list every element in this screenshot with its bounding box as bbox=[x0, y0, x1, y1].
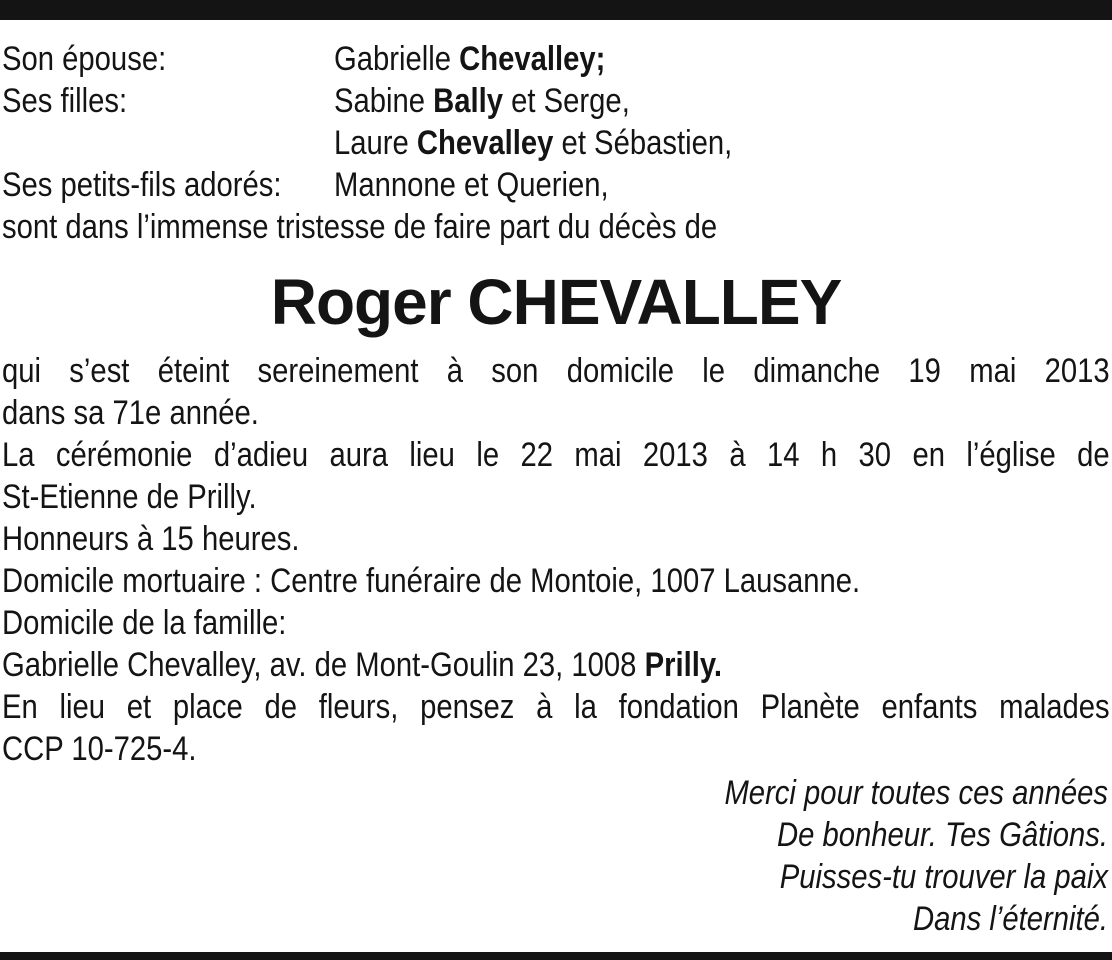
details-line-5: Honneurs à 15 heures. bbox=[2, 520, 300, 558]
details-line-1: qui s’est éteint sereinement à son domicile le dimanche 19 mai 2013 bbox=[2, 352, 1110, 390]
poem-line-4: Dans l’éternité. bbox=[912, 900, 1108, 938]
spouse-name: Gabrielle Chevalley; bbox=[333, 40, 606, 78]
family-section bbox=[2, 38, 1108, 248]
daughters-row bbox=[2, 80, 1108, 122]
poem-line-2: De bonheur. Tes Gâtions. bbox=[776, 816, 1108, 854]
announcement: sont dans l’immense tristesse de faire part du décès de bbox=[2, 208, 718, 246]
closing-poem bbox=[662, 772, 1108, 940]
details-line-6: Domicile mortuaire : Centre funéraire de Montoie, 1007 Lausanne. bbox=[2, 562, 861, 600]
top-rule bbox=[0, 0, 1112, 20]
daughters-label: Ses filles: bbox=[2, 82, 128, 120]
details-section bbox=[2, 350, 1110, 770]
deceased-name: Roger CHEVALLEY bbox=[270, 266, 842, 338]
poem-line-1: Merci pour toutes ces années bbox=[724, 774, 1108, 812]
daughter-1: Sabine Bally et Serge, bbox=[333, 82, 630, 120]
poem-line-3: Puisses-tu trouver la paix bbox=[779, 858, 1108, 896]
grandsons-label: Ses petits-fils adorés: bbox=[2, 166, 282, 204]
daughter-2-row bbox=[2, 122, 1108, 164]
details-line-9: En lieu et place de fleurs, pensez à la fondation Planète enfants malades bbox=[2, 688, 1110, 726]
daughter-2: Laure Chevalley et Sébastien, bbox=[333, 124, 733, 162]
spouse-label: Son épouse: bbox=[2, 40, 167, 78]
details-line-4: St-Etienne de Prilly. bbox=[2, 478, 257, 516]
spouse-surname: Chevalley; bbox=[459, 40, 606, 78]
details-line-10: CCP 10-725-4. bbox=[2, 730, 197, 768]
family-town: Prilly. bbox=[644, 646, 723, 684]
bottom-rule bbox=[0, 952, 1112, 960]
details-line-8: Gabrielle Chevalley, av. de Mont-Goulin 23, 1008 Prilly. bbox=[2, 646, 723, 684]
details-line-2: dans sa 71e année. bbox=[2, 394, 259, 432]
details-line-3: La cérémonie d’adieu aura lieu le 22 mai 2013 à 14 h 30 en l’église de bbox=[2, 436, 1110, 474]
grandsons-row bbox=[2, 164, 1108, 206]
spouse-row bbox=[2, 38, 1108, 80]
grandsons-names: Mannone et Querien, bbox=[333, 166, 609, 204]
details-line-7: Domicile de la famille: bbox=[2, 604, 287, 642]
